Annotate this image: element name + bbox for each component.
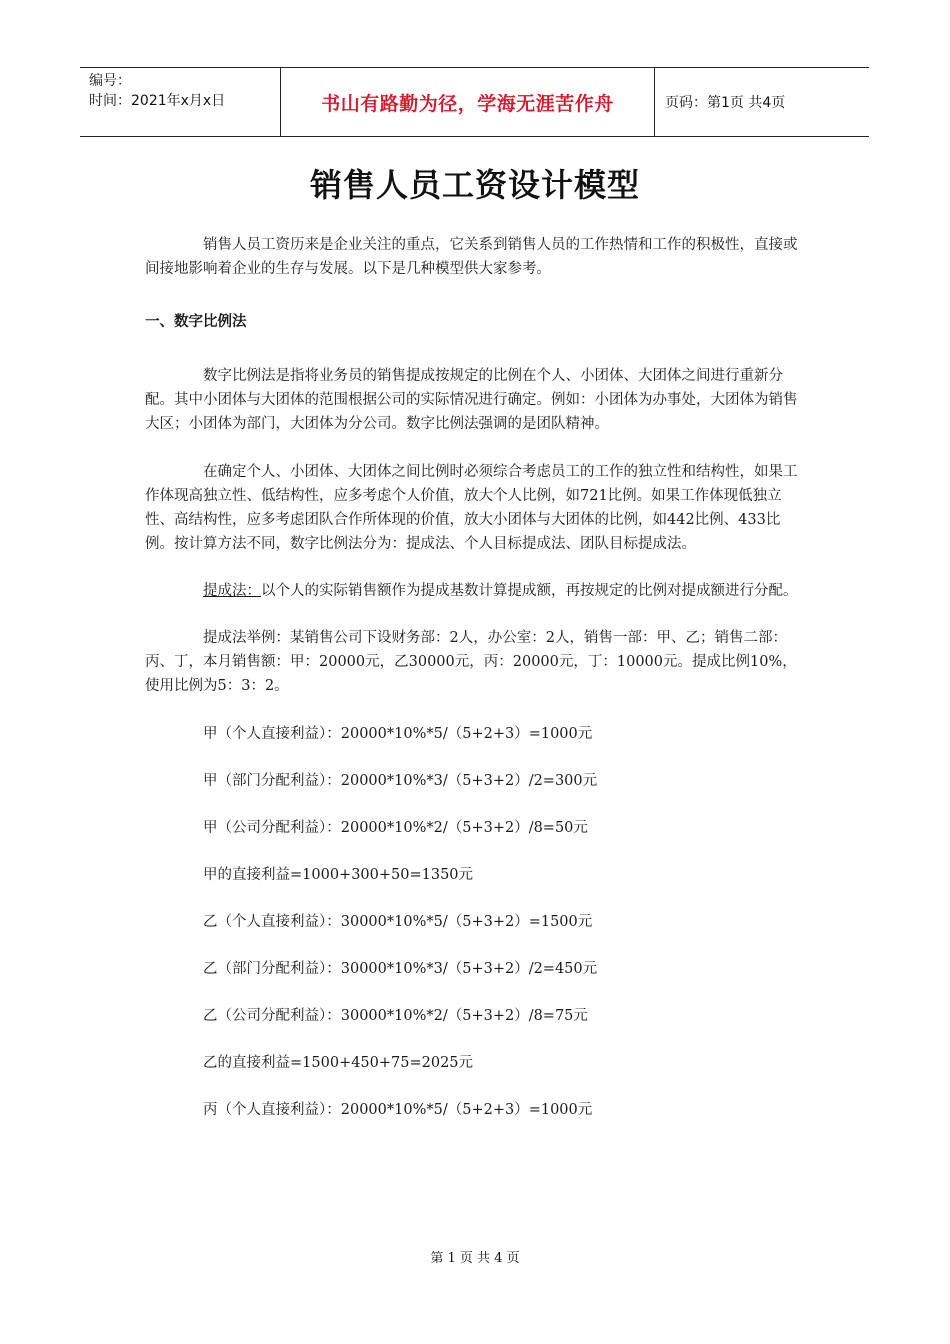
- paragraph-3: [145, 579, 805, 603]
- formula-line: 乙（部门分配利益）：30000*10%*3/（5+3+2）/2=450元: [203, 961, 598, 977]
- document-body: [145, 233, 805, 1122]
- paragraph-1: 数字比例法是指将业务员的销售提成按规定的比例在个人、小团体、大团体之间进行重新分配。其中小团体与大团体的范围根据公司的实际情况进行确定。例如：小团体为办事处，大团体为销售大区；小团体为部门，大团体为分公司。数字比例法强调的是团队精神。: [145, 368, 798, 432]
- page-header: [80, 67, 869, 137]
- page-footer: 第 1 页 共 4 页: [430, 1251, 520, 1266]
- paragraph-2: 在确定个人、小团体、大团体之间比例时必须综合考虑员工的工作的独立性和结构性，如果工作体现高独立性、低结构性，应多考虑个人价值，放大个人比例，如721比例。如果工作体现低独立性、高结构性，应多考虑团队合作所体现的价值，放大小团体与大团体的比例，如442比例、433比例。按计算方法不同，数字比例法分为：提成法、个人目标提成法、团队目标提成法。: [145, 464, 798, 552]
- term-label: 提成法：: [203, 583, 261, 599]
- time-label: 时间：2021年x月x日: [89, 93, 226, 109]
- intro-paragraph: 销售人员工资历来是企业关注的重点，它关系到销售人员的工作热情和工作的积极性，直接或间接地影响着企业的生存与发展。以下是几种模型供大家参考。: [145, 237, 798, 277]
- document-title: 销售人员工资设计模型: [309, 166, 640, 204]
- header-meta: [80, 68, 281, 136]
- paragraph-4: 提成法举例：某销售公司下设财务部：2人，办公室：2人，销售一部：甲、乙；销售二部：丙、丁，本月销售额：甲：20000元，乙30000元，丙：20000元，丁：10000元。提成比例10%，使用比例为5：3：2。: [145, 630, 797, 694]
- term-definition: 以个人的实际销售额作为提成基数计算提成额，再按规定的比例对提成额进行分配。: [261, 583, 798, 599]
- header-page-info: 页码：第1页 共4页: [665, 95, 786, 111]
- formula-line: 乙的直接利益=1500+450+75=2025元: [203, 1055, 474, 1071]
- serial-label: 编号：: [89, 73, 131, 89]
- section-heading: 一、数字比例法: [145, 314, 247, 330]
- header-motto: 书山有路勤为径，学海无涯苦作舟: [281, 68, 655, 136]
- formula-line: 丙（个人直接利益）：20000*10%*5/（5+2+3）=1000元: [203, 1102, 593, 1118]
- formula-line: 甲的直接利益=1000+300+50=1350元: [203, 867, 474, 883]
- formula-line: 甲（部门分配利益）：20000*10%*3/（5+3+2）/2=300元: [203, 773, 598, 789]
- formula-line: 甲（公司分配利益）：20000*10%*2/（5+3+2）/8=50元: [203, 820, 588, 836]
- formula-line: 乙（公司分配利益）：30000*10%*2/（5+3+2）/8=75元: [203, 1008, 588, 1024]
- formula-line: 甲（个人直接利益）：20000*10%*5/（5+2+3）=1000元: [203, 726, 593, 742]
- formula-line: 乙（个人直接利益）：30000*10%*5/（5+3+2）=1500元: [203, 914, 593, 930]
